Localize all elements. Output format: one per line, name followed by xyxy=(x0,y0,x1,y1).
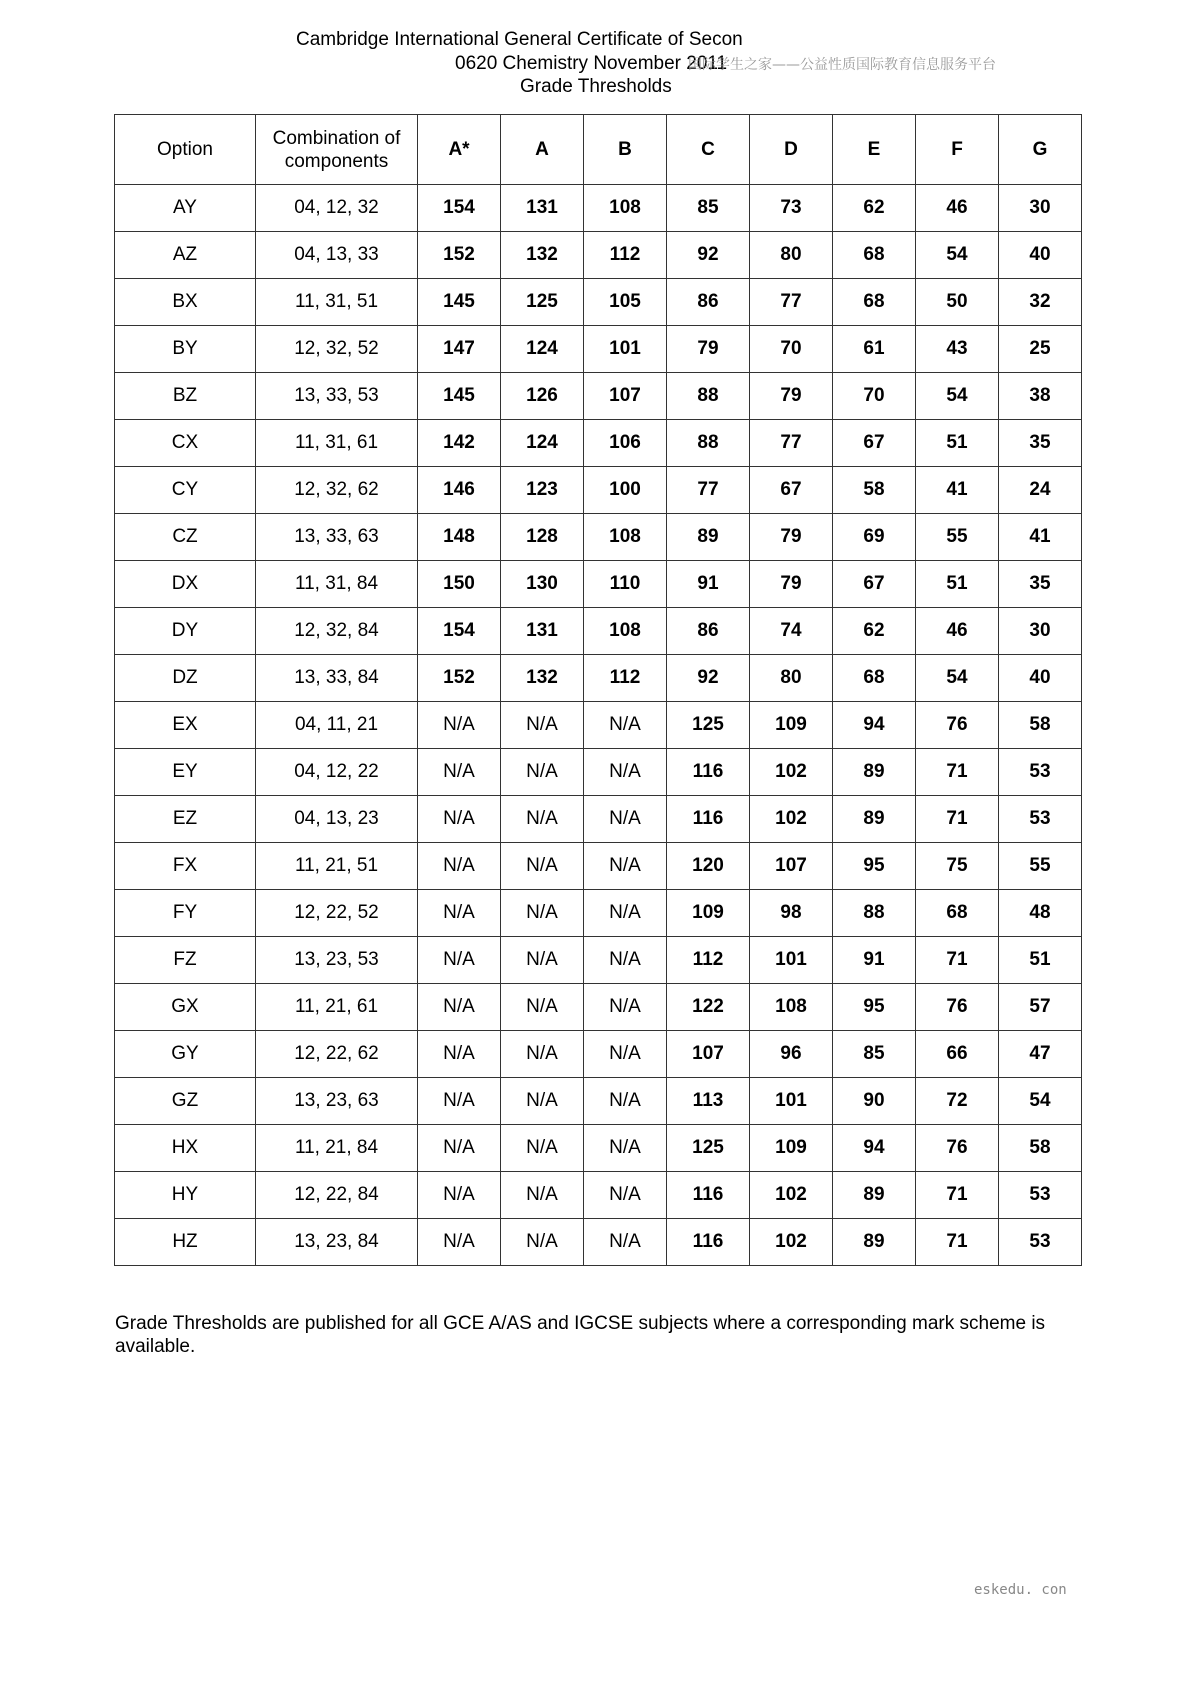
threshold-cell: 132 xyxy=(501,655,584,702)
threshold-cell: 148 xyxy=(418,514,501,561)
threshold-cell: 125 xyxy=(501,279,584,326)
threshold-cell: 73 xyxy=(750,185,833,232)
threshold-cell: N/A xyxy=(584,890,667,937)
threshold-cell: 76 xyxy=(916,984,999,1031)
threshold-cell: 94 xyxy=(833,1125,916,1172)
threshold-cell: 53 xyxy=(999,1219,1082,1266)
combination-cell: 13, 23, 84 xyxy=(256,1219,418,1266)
table-row xyxy=(115,279,1082,326)
threshold-cell: 53 xyxy=(999,749,1082,796)
threshold-cell: N/A xyxy=(584,843,667,890)
threshold-cell: 70 xyxy=(833,373,916,420)
combination-cell: 04, 12, 32 xyxy=(256,185,418,232)
threshold-cell: 54 xyxy=(916,373,999,420)
threshold-cell: 125 xyxy=(667,1125,750,1172)
threshold-cell: 116 xyxy=(667,749,750,796)
option-cell: DX xyxy=(115,561,256,608)
threshold-cell: 91 xyxy=(833,937,916,984)
threshold-cell: N/A xyxy=(501,937,584,984)
threshold-cell: 43 xyxy=(916,326,999,373)
table-row xyxy=(115,1078,1082,1125)
threshold-cell: N/A xyxy=(584,937,667,984)
threshold-cell: 132 xyxy=(501,232,584,279)
combination-cell: 12, 22, 52 xyxy=(256,890,418,937)
table-row xyxy=(115,749,1082,796)
header-grade: A xyxy=(501,115,584,185)
combination-cell: 12, 32, 84 xyxy=(256,608,418,655)
threshold-cell: 123 xyxy=(501,467,584,514)
threshold-cell: 71 xyxy=(916,1219,999,1266)
threshold-cell: 109 xyxy=(750,702,833,749)
threshold-cell: 146 xyxy=(418,467,501,514)
threshold-cell: 154 xyxy=(418,608,501,655)
threshold-cell: 86 xyxy=(667,279,750,326)
threshold-cell: 86 xyxy=(667,608,750,655)
threshold-cell: N/A xyxy=(501,1078,584,1125)
combination-cell: 11, 31, 51 xyxy=(256,279,418,326)
threshold-cell: 30 xyxy=(999,185,1082,232)
table-body xyxy=(115,185,1082,1266)
threshold-cell: 70 xyxy=(750,326,833,373)
table-row xyxy=(115,1031,1082,1078)
threshold-cell: 47 xyxy=(999,1031,1082,1078)
combination-cell: 12, 22, 84 xyxy=(256,1172,418,1219)
threshold-cell: 57 xyxy=(999,984,1082,1031)
threshold-cell: 150 xyxy=(418,561,501,608)
threshold-cell: 102 xyxy=(750,1172,833,1219)
option-cell: AY xyxy=(115,185,256,232)
threshold-cell: 102 xyxy=(750,1219,833,1266)
option-cell: FX xyxy=(115,843,256,890)
threshold-cell: 58 xyxy=(999,702,1082,749)
header-option: Option xyxy=(115,115,256,185)
threshold-cell: N/A xyxy=(418,1125,501,1172)
threshold-cell: N/A xyxy=(501,984,584,1031)
threshold-cell: 108 xyxy=(584,608,667,655)
header-grade: E xyxy=(833,115,916,185)
threshold-cell: 79 xyxy=(750,514,833,561)
threshold-cell: 62 xyxy=(833,608,916,655)
threshold-cell: 95 xyxy=(833,843,916,890)
threshold-cell: N/A xyxy=(418,890,501,937)
threshold-cell: 124 xyxy=(501,420,584,467)
threshold-cell: 101 xyxy=(750,937,833,984)
combination-cell: 12, 32, 62 xyxy=(256,467,418,514)
threshold-cell: 92 xyxy=(667,655,750,702)
threshold-cell: 55 xyxy=(999,843,1082,890)
threshold-cell: N/A xyxy=(418,1172,501,1219)
threshold-cell: 108 xyxy=(584,185,667,232)
threshold-cell: 58 xyxy=(833,467,916,514)
threshold-cell: N/A xyxy=(584,1172,667,1219)
threshold-cell: 54 xyxy=(999,1078,1082,1125)
threshold-cell: N/A xyxy=(418,843,501,890)
threshold-cell: N/A xyxy=(418,1078,501,1125)
header-grade: G xyxy=(999,115,1082,185)
threshold-cell: 68 xyxy=(833,279,916,326)
header-grade: A* xyxy=(418,115,501,185)
threshold-cell: N/A xyxy=(501,796,584,843)
threshold-cell: 79 xyxy=(750,373,833,420)
threshold-cell: 53 xyxy=(999,1172,1082,1219)
grade-thresholds-table xyxy=(114,114,1082,1266)
threshold-cell: 152 xyxy=(418,655,501,702)
option-cell: GZ xyxy=(115,1078,256,1125)
threshold-cell: 79 xyxy=(750,561,833,608)
threshold-cell: 95 xyxy=(833,984,916,1031)
threshold-cell: 80 xyxy=(750,655,833,702)
threshold-cell: 88 xyxy=(667,373,750,420)
option-cell: AZ xyxy=(115,232,256,279)
threshold-cell: N/A xyxy=(501,702,584,749)
threshold-cell: 77 xyxy=(667,467,750,514)
threshold-cell: 40 xyxy=(999,232,1082,279)
table-row xyxy=(115,890,1082,937)
threshold-cell: 90 xyxy=(833,1078,916,1125)
combination-cell: 11, 21, 61 xyxy=(256,984,418,1031)
threshold-cell: N/A xyxy=(584,1078,667,1125)
threshold-cell: 53 xyxy=(999,796,1082,843)
threshold-cell: N/A xyxy=(418,702,501,749)
threshold-cell: N/A xyxy=(501,1219,584,1266)
threshold-cell: 110 xyxy=(584,561,667,608)
threshold-cell: 25 xyxy=(999,326,1082,373)
threshold-cell: 68 xyxy=(833,232,916,279)
threshold-cell: 80 xyxy=(750,232,833,279)
table-row xyxy=(115,655,1082,702)
threshold-cell: N/A xyxy=(418,749,501,796)
threshold-cell: 116 xyxy=(667,1172,750,1219)
threshold-cell: 67 xyxy=(833,420,916,467)
threshold-cell: N/A xyxy=(501,1031,584,1078)
combination-cell: 12, 32, 52 xyxy=(256,326,418,373)
threshold-cell: 152 xyxy=(418,232,501,279)
threshold-cell: 96 xyxy=(750,1031,833,1078)
table-row xyxy=(115,326,1082,373)
option-cell: EY xyxy=(115,749,256,796)
threshold-cell: 67 xyxy=(833,561,916,608)
threshold-cell: 85 xyxy=(667,185,750,232)
option-cell: DZ xyxy=(115,655,256,702)
combination-cell: 13, 33, 84 xyxy=(256,655,418,702)
threshold-cell: 69 xyxy=(833,514,916,561)
threshold-cell: 107 xyxy=(584,373,667,420)
threshold-cell: 50 xyxy=(916,279,999,326)
threshold-cell: 54 xyxy=(916,655,999,702)
combination-cell: 13, 23, 53 xyxy=(256,937,418,984)
option-cell: HY xyxy=(115,1172,256,1219)
combination-cell: 11, 21, 84 xyxy=(256,1125,418,1172)
option-cell: BZ xyxy=(115,373,256,420)
threshold-cell: 109 xyxy=(750,1125,833,1172)
threshold-cell: 125 xyxy=(667,702,750,749)
table-row xyxy=(115,373,1082,420)
threshold-cell: 41 xyxy=(999,514,1082,561)
threshold-cell: 89 xyxy=(833,1219,916,1266)
threshold-cell: 48 xyxy=(999,890,1082,937)
threshold-cell: N/A xyxy=(501,1125,584,1172)
table-row xyxy=(115,185,1082,232)
threshold-cell: 98 xyxy=(750,890,833,937)
threshold-cell: N/A xyxy=(418,1031,501,1078)
threshold-cell: 54 xyxy=(916,232,999,279)
threshold-cell: 112 xyxy=(667,937,750,984)
table-row xyxy=(115,796,1082,843)
threshold-cell: N/A xyxy=(584,1219,667,1266)
table-row xyxy=(115,937,1082,984)
threshold-cell: 89 xyxy=(833,796,916,843)
threshold-cell: 102 xyxy=(750,749,833,796)
threshold-cell: 24 xyxy=(999,467,1082,514)
footnote: Grade Thresholds are published for all GCE A/AS and IGCSE subjects where a corresponding mark scheme is available. xyxy=(115,1313,1046,1357)
threshold-cell: 108 xyxy=(750,984,833,1031)
combination-cell: 13, 23, 63 xyxy=(256,1078,418,1125)
table-row xyxy=(115,467,1082,514)
threshold-cell: 58 xyxy=(999,1125,1082,1172)
combination-cell: 04, 11, 21 xyxy=(256,702,418,749)
threshold-cell: 75 xyxy=(916,843,999,890)
threshold-cell: 126 xyxy=(501,373,584,420)
threshold-cell: 77 xyxy=(750,279,833,326)
threshold-cell: 107 xyxy=(750,843,833,890)
threshold-cell: 62 xyxy=(833,185,916,232)
threshold-cell: 71 xyxy=(916,937,999,984)
threshold-cell: 51 xyxy=(916,561,999,608)
threshold-cell: N/A xyxy=(584,749,667,796)
threshold-cell: 74 xyxy=(750,608,833,655)
combination-cell: 04, 13, 33 xyxy=(256,232,418,279)
table-row xyxy=(115,561,1082,608)
threshold-cell: 122 xyxy=(667,984,750,1031)
header-grade: F xyxy=(916,115,999,185)
threshold-cell: 92 xyxy=(667,232,750,279)
threshold-cell: 71 xyxy=(916,1172,999,1219)
option-cell: CX xyxy=(115,420,256,467)
threshold-cell: 32 xyxy=(999,279,1082,326)
combination-cell: 11, 31, 84 xyxy=(256,561,418,608)
table-row xyxy=(115,232,1082,279)
threshold-cell: N/A xyxy=(501,890,584,937)
combination-cell: 13, 33, 53 xyxy=(256,373,418,420)
threshold-cell: 131 xyxy=(501,608,584,655)
threshold-cell: 30 xyxy=(999,608,1082,655)
threshold-cell: 35 xyxy=(999,561,1082,608)
threshold-cell: 85 xyxy=(833,1031,916,1078)
threshold-cell: 89 xyxy=(833,1172,916,1219)
threshold-cell: 112 xyxy=(584,655,667,702)
threshold-cell: 76 xyxy=(916,702,999,749)
threshold-cell: 107 xyxy=(667,1031,750,1078)
threshold-cell: N/A xyxy=(501,749,584,796)
option-cell: GX xyxy=(115,984,256,1031)
option-cell: BX xyxy=(115,279,256,326)
threshold-cell: 35 xyxy=(999,420,1082,467)
site-watermark: eskedu. con xyxy=(974,1582,1067,1598)
threshold-cell: 128 xyxy=(501,514,584,561)
option-cell: EX xyxy=(115,702,256,749)
option-cell: DY xyxy=(115,608,256,655)
option-cell: EZ xyxy=(115,796,256,843)
threshold-cell: 102 xyxy=(750,796,833,843)
threshold-cell: N/A xyxy=(584,796,667,843)
option-cell: GY xyxy=(115,1031,256,1078)
threshold-cell: N/A xyxy=(418,984,501,1031)
threshold-cell: 71 xyxy=(916,796,999,843)
combination-cell: 04, 12, 22 xyxy=(256,749,418,796)
header-grade: D xyxy=(750,115,833,185)
threshold-cell: 68 xyxy=(916,890,999,937)
threshold-cell: 130 xyxy=(501,561,584,608)
threshold-cell: 67 xyxy=(750,467,833,514)
threshold-cell: 38 xyxy=(999,373,1082,420)
threshold-cell: N/A xyxy=(418,1219,501,1266)
table-row xyxy=(115,1219,1082,1266)
threshold-cell: 101 xyxy=(750,1078,833,1125)
table-row xyxy=(115,984,1082,1031)
threshold-cell: 88 xyxy=(667,420,750,467)
threshold-cell: 61 xyxy=(833,326,916,373)
threshold-cell: 79 xyxy=(667,326,750,373)
threshold-cell: 147 xyxy=(418,326,501,373)
threshold-cell: 88 xyxy=(833,890,916,937)
threshold-cell: 55 xyxy=(916,514,999,561)
threshold-cell: 101 xyxy=(584,326,667,373)
threshold-cell: 46 xyxy=(916,608,999,655)
table-row xyxy=(115,420,1082,467)
threshold-cell: 68 xyxy=(833,655,916,702)
threshold-cell: 91 xyxy=(667,561,750,608)
option-cell: FZ xyxy=(115,937,256,984)
option-cell: FY xyxy=(115,890,256,937)
combination-cell: 11, 31, 61 xyxy=(256,420,418,467)
watermark-text: 国际学生之家——公益性质国际教育信息服务平台 xyxy=(688,57,996,73)
combination-cell: 12, 22, 62 xyxy=(256,1031,418,1078)
option-cell: CZ xyxy=(115,514,256,561)
threshold-cell: 116 xyxy=(667,796,750,843)
threshold-cell: N/A xyxy=(418,937,501,984)
threshold-cell: 72 xyxy=(916,1078,999,1125)
threshold-cell: 71 xyxy=(916,749,999,796)
threshold-cell: 51 xyxy=(916,420,999,467)
threshold-cell: 105 xyxy=(584,279,667,326)
table-row xyxy=(115,514,1082,561)
threshold-cell: 154 xyxy=(418,185,501,232)
document-subtitle: 0620 Chemistry November 2011 xyxy=(455,53,728,74)
option-cell: HX xyxy=(115,1125,256,1172)
threshold-cell: 51 xyxy=(999,937,1082,984)
threshold-cell: 145 xyxy=(418,373,501,420)
threshold-cell: 76 xyxy=(916,1125,999,1172)
table-row xyxy=(115,702,1082,749)
threshold-cell: 109 xyxy=(667,890,750,937)
threshold-cell: N/A xyxy=(501,843,584,890)
document-title: Cambridge International General Certificate of Secon xyxy=(296,29,743,50)
threshold-cell: 40 xyxy=(999,655,1082,702)
threshold-cell: 131 xyxy=(501,185,584,232)
option-cell: BY xyxy=(115,326,256,373)
table-row xyxy=(115,1125,1082,1172)
option-cell: HZ xyxy=(115,1219,256,1266)
threshold-cell: 108 xyxy=(584,514,667,561)
threshold-cell: N/A xyxy=(501,1172,584,1219)
combination-cell: 13, 33, 63 xyxy=(256,514,418,561)
threshold-cell: 46 xyxy=(916,185,999,232)
threshold-cell: 142 xyxy=(418,420,501,467)
threshold-cell: 112 xyxy=(584,232,667,279)
header-grade: B xyxy=(584,115,667,185)
threshold-cell: N/A xyxy=(584,1125,667,1172)
table-header-row xyxy=(115,115,1082,185)
threshold-cell: 89 xyxy=(833,749,916,796)
header-grade: C xyxy=(667,115,750,185)
combination-cell: 04, 13, 23 xyxy=(256,796,418,843)
table-row xyxy=(115,1172,1082,1219)
threshold-cell: N/A xyxy=(418,796,501,843)
header-combination: Combination of components xyxy=(256,115,418,185)
table-row xyxy=(115,843,1082,890)
threshold-cell: 100 xyxy=(584,467,667,514)
threshold-cell: 116 xyxy=(667,1219,750,1266)
threshold-cell: 124 xyxy=(501,326,584,373)
threshold-cell: 94 xyxy=(833,702,916,749)
threshold-cell: N/A xyxy=(584,1031,667,1078)
threshold-cell: 77 xyxy=(750,420,833,467)
threshold-cell: 106 xyxy=(584,420,667,467)
option-cell: CY xyxy=(115,467,256,514)
combination-cell: 11, 21, 51 xyxy=(256,843,418,890)
table-row xyxy=(115,608,1082,655)
document-heading: Grade Thresholds xyxy=(520,76,672,97)
threshold-cell: 41 xyxy=(916,467,999,514)
threshold-cell: 145 xyxy=(418,279,501,326)
threshold-cell: 66 xyxy=(916,1031,999,1078)
threshold-cell: 113 xyxy=(667,1078,750,1125)
threshold-cell: N/A xyxy=(584,984,667,1031)
threshold-cell: 89 xyxy=(667,514,750,561)
threshold-cell: 120 xyxy=(667,843,750,890)
threshold-cell: N/A xyxy=(584,702,667,749)
